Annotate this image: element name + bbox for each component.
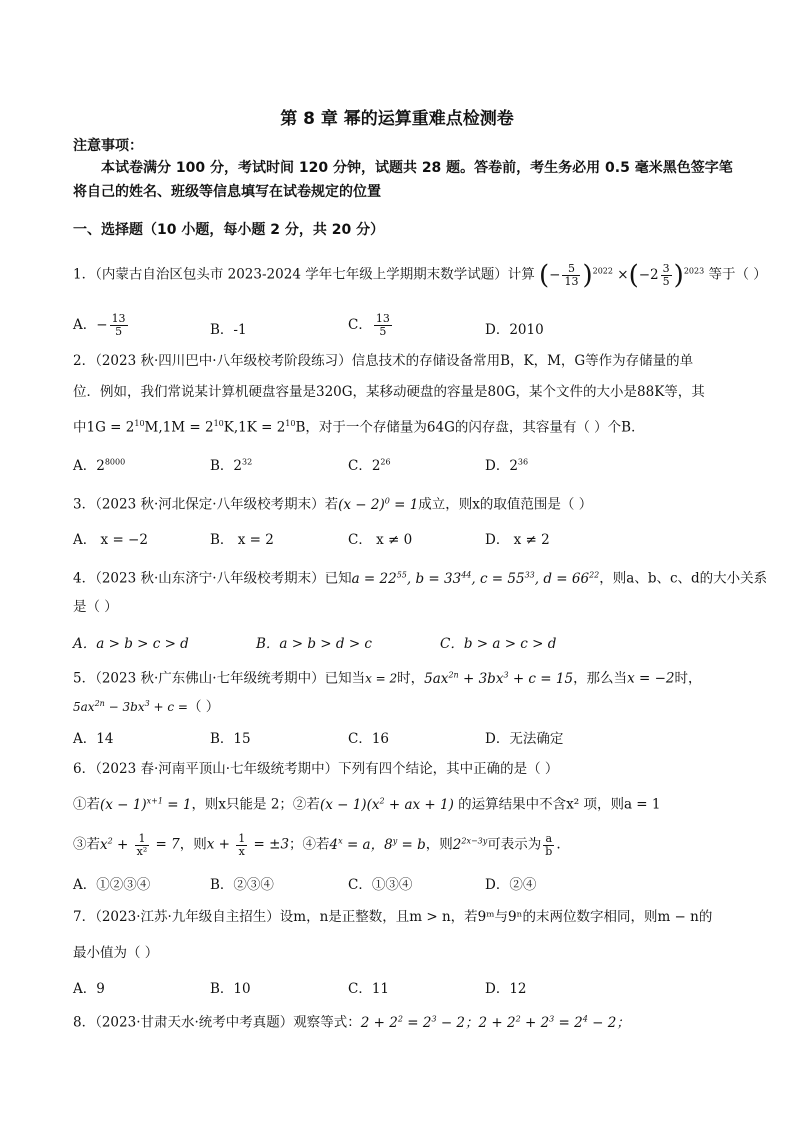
q6-option-d: D．②④: [485, 877, 537, 893]
q7-line-1: 7．（2023·江苏·九年级自主招生）设m，n是正整数，且m > n，若9ᵐ与9ⁿ的末两位数字相同，则m − n的: [73, 909, 713, 925]
q7-line-2: 最小值为（ ）: [73, 945, 159, 961]
q2-option-d: D．$2^{36}$: [485, 457, 529, 474]
question-1: [73, 262, 767, 288]
q1-stem: 1．（内蒙古自治区包头市 2023-2024 学年七年级上学期期末数学试题）计算: [73, 266, 535, 283]
q1-option-a: A．− $\frac{13}{5}$: [73, 312, 126, 338]
q3-option-c: C． x ≠ 0: [348, 532, 413, 548]
q7-option-c: C．11: [348, 981, 390, 997]
question-8: 8．（2023·甘肃天水·统考中考真题）观察等式：$2 + 2^2 = 2^3 - 2$；$2 + 2^2 + 2^3 = 2^4 - 2$；: [73, 1014, 630, 1031]
question-5: 5．（2023 秋·广东佛山·七年级统考期中）已知当x = 2时，$5ax^{2n} + 3bx^3 + c = 15$，那么当x = −2时，: [73, 670, 702, 687]
q7-option-a: A．9: [73, 981, 105, 997]
q6-line-1: ①若$(x - 1)^{x+1} = 1$，则x只能是 2；②若$(x - 1)(x^2$ + ax + 1) 的运算结果中不含x² 项，则a = 1: [73, 796, 661, 813]
q5-line-2: $5ax^{2n} - 3bx^3 + c$ =（ ）: [73, 699, 220, 715]
section-heading: 一、选择题（10 小题，每小题 2 分，共 20 分）: [73, 222, 385, 238]
q6-stem: 6．（2023 春·河南平顶山·七年级统考期中）下列有四个结论，其中正确的是（ ）: [73, 761, 559, 777]
q4-line-2: 是（ ）: [73, 599, 118, 615]
q2-option-a: A．$2^{8000}$: [73, 457, 126, 474]
q6-option-b: B．②③④: [210, 877, 274, 893]
q2-line-1: 2．（2023 秋·四川巴中·八年级校考阶段练习）信息技术的存储设备常用B，K，M，G等作为存储量的单: [73, 353, 694, 369]
q3-option-a: A． x = −2: [73, 532, 148, 548]
page-title: 第 8 章 幂的运算重难点检测卷: [280, 109, 514, 129]
question-4: 4．（2023 秋·山东济宁·八年级校考期末）已知$a = 22^{55}$, $b = 33^{44}$, $c = 55^{33}$, $d = 66^{22}$，则a、b、c、d的大小关系: [73, 570, 768, 587]
q7-option-b: B．10: [210, 981, 251, 997]
q5-option-b: B．15: [210, 731, 251, 747]
q2-option-b: B．$2^{32}$: [210, 457, 253, 474]
q5-option-d: D．无法确定: [485, 731, 564, 747]
q4-option-b: B．a > b > d > c: [256, 636, 372, 652]
q2-line-2: 位．例如，我们常说某计算机硬盘容量是320G，某移动硬盘的容量是80G，某个文件的大小是88K等，其: [73, 384, 705, 400]
q1-option-c: C． $\frac{13}{5}$: [348, 312, 390, 338]
q7-option-d: D．12: [485, 981, 527, 997]
q3-option-d: D． x ≠ 2: [485, 532, 550, 548]
q1-expression: (− $\frac{5}{13}$ )$^{2022}$ ×(−2 $\frac{3}{5}$ )$^{2023}$: [539, 260, 705, 290]
notice-body: 本试卷满分 100 分，考试时间 120 分钟，试题共 28 题。答卷前，考生务必用 0.5 毫米黑色签字笔将自己的姓名、班级等信息填写在试卷规定的位置: [73, 160, 733, 200]
q3-option-b: B． x = 2: [210, 532, 274, 548]
q2-option-c: C．$2^{26}$: [348, 457, 391, 474]
q4-option-a: A．a > b > c > d: [73, 636, 189, 652]
q5-option-c: C．16: [348, 731, 390, 747]
q1-option-b: B．-1: [210, 322, 247, 338]
q6-option-c: C．①③④: [348, 877, 413, 893]
q1-option-d: D．2010: [485, 322, 544, 338]
q1-tail: 等于（ ）: [708, 266, 767, 283]
q4-option-c: C．b > a > c > d: [440, 636, 557, 652]
q2-line-3: 中$1G = 2^{10}M,1M = 2^{10}K,1K = 2^{10}B$，对于一个存储量为64G的闪存盘，其容量有（ ）个B．: [73, 419, 645, 436]
question-3: 3．（2023 秋·河北保定·八年级校考期末）若$(x - 2)^0 = 1$成立，则x的取值范围是（ ）: [73, 496, 593, 513]
q5-option-a: A．14: [73, 731, 114, 747]
q6-line-2: ③若$x^2$ + $\frac{1}{\text{x²}}$ = 7，则x + $\frac{1}{x}$ = ±3；④若$4^x = a$，$8^y = b$，则$2^{2x-3y}$可表示为 $\frac{a}{b}$ .: [73, 831, 561, 858]
notice-heading: 注意事项：: [73, 138, 143, 154]
q6-option-a: A．①②③④: [73, 877, 151, 893]
